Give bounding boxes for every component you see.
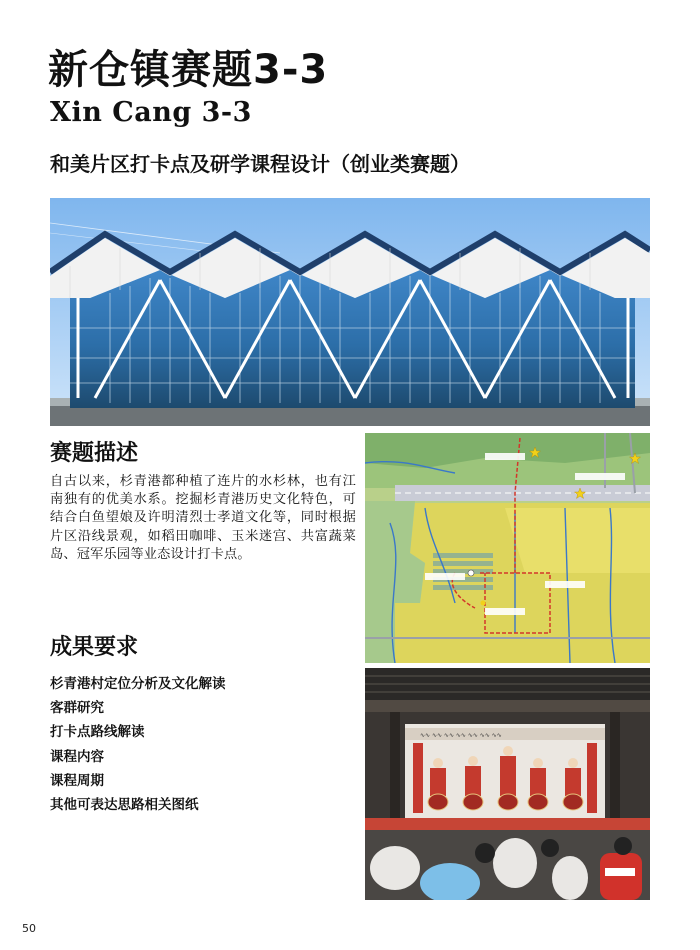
svg-text:∿∿ ∿∿ ∿∿ ∿∿ ∿∿ ∿∿ ∿∿: ∿∿ ∿∿ ∿∿ ∿∿ ∿∿ ∿∿ ∿∿ <box>420 732 502 739</box>
hero-photo <box>50 198 650 426</box>
requirement-item: 课程内容 <box>50 748 104 765</box>
requirement-item: 杉青港村定位分析及文化解读 <box>50 676 226 692</box>
page-title: 新仓镇赛题3-3 <box>48 47 329 93</box>
description-body: 自古以来，杉青港都种植了连片的水杉林，也有江南独有的优美水系。挖掘杉青港历史文化特色，可结合白鱼望娘及许明清烈士孝道文化等，同时根据片区沿线景观，如稻田咖啡、玉米迷宫、共富蔬菜岛、冠军乐园等业态设计打卡点。 <box>50 474 356 562</box>
requirement-item: 课程周期 <box>50 772 104 789</box>
description-heading: 赛题描述 <box>50 441 139 466</box>
performance-photo <box>365 668 650 900</box>
requirement-item: 打卡点路线解读 <box>50 724 145 741</box>
requirements-list <box>50 672 226 817</box>
site-map <box>365 433 650 663</box>
page-number: 50 <box>22 922 36 935</box>
requirement-item: 客群研究 <box>50 700 104 717</box>
requirements-heading: 成果要求 <box>50 635 139 660</box>
page-subtitle: 和美片区打卡点及研学课程设计（创业类赛题） <box>50 152 470 176</box>
page-title-english: Xin Cang 3-3 <box>50 97 252 128</box>
requirement-item: 其他可表达思路相关图纸 <box>50 796 199 813</box>
